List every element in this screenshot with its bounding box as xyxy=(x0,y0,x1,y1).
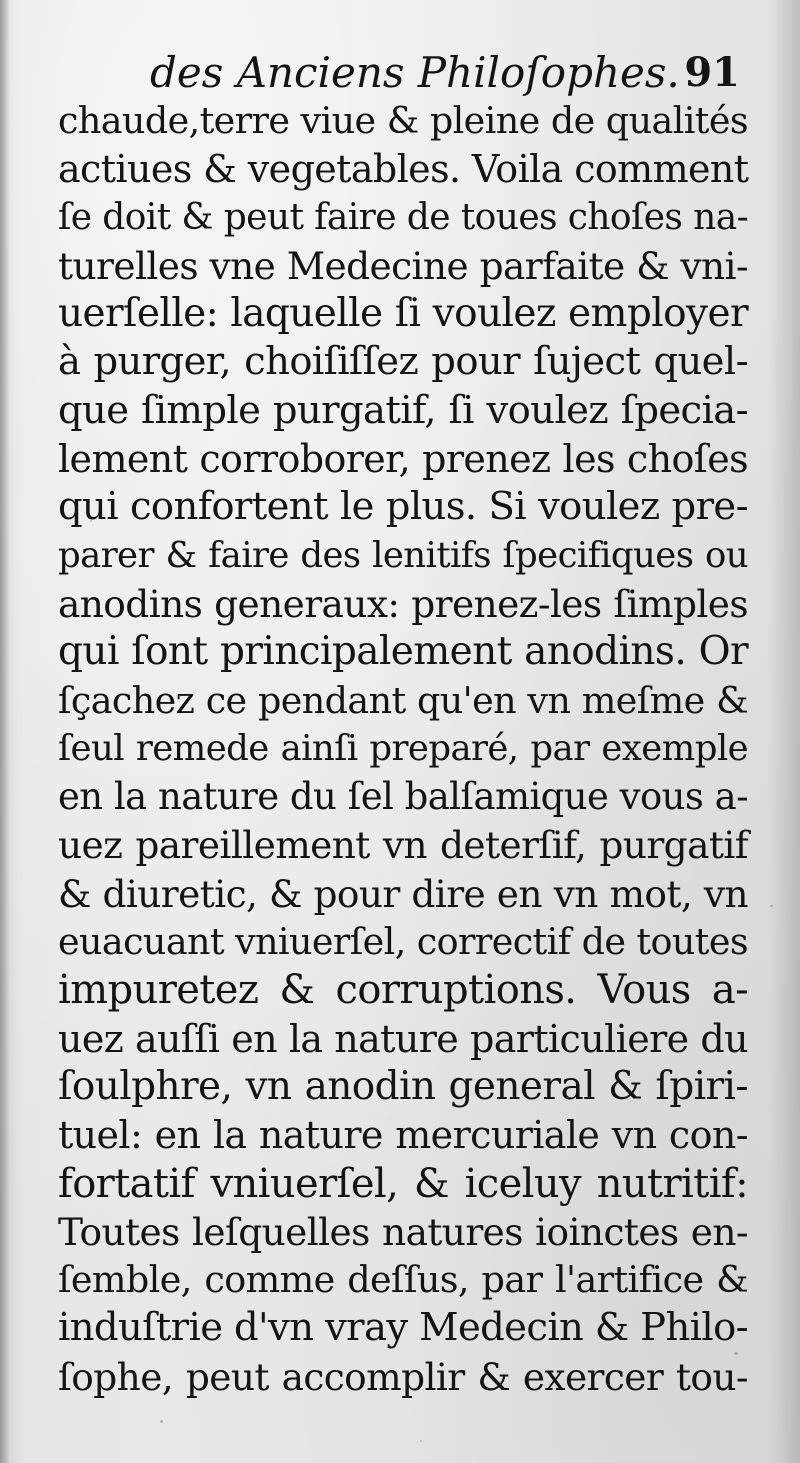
text-line: impuretez & corruptions. Vous a- xyxy=(58,967,748,1014)
text-line: ſe doit & peut faire de toues choſes na- xyxy=(58,196,749,238)
page-number: 91 xyxy=(684,49,740,96)
text-line: Toutes leſquelles natures ioinctes en- xyxy=(58,1209,748,1254)
text-line: ſophe, peut accomplir & exercer tou- xyxy=(58,1354,748,1399)
text-line: actiues & vegetables. Voila comment xyxy=(58,147,749,192)
text-line: ſemble, comme deſſus, par l'artifice & xyxy=(58,1258,748,1302)
text-line: parer & faire des lenitifs ſpecifiques ou xyxy=(58,534,748,576)
text-line: que ſimple purgatif, ſi voulez ſpecia- xyxy=(58,387,748,433)
text-line: qui ſont principalement anodins. Or xyxy=(58,629,748,675)
text-line: fortatif vniuerſel, & iceluy nutritif: xyxy=(58,1160,748,1207)
text-line: turelles vne Medecine parfaite & vni- xyxy=(58,243,748,288)
text-line: qui confortent le plus. Si voulez pre- xyxy=(58,484,748,530)
text-line: induſtrie d'vn vray Medecin & Philo- xyxy=(58,1305,749,1351)
text-line: en la nature du ſel balſamique vous a- xyxy=(58,775,748,819)
text-line: & diuretic, & pour dire en vn mot, vn xyxy=(58,871,748,916)
text-line: ſçachez ce pendant qu'en vn meſme & xyxy=(58,678,748,722)
text-line: tuel: en la nature mercuriale vn con- xyxy=(58,1113,748,1158)
text-line: euacuant vniuerſel, correctif de toutes xyxy=(58,920,748,964)
text-line: ſoulphre, vn anodin general & ſpiri- xyxy=(58,1063,748,1109)
text-line: à purger, choiſiſſez pour ſuject quel- xyxy=(58,339,748,385)
running-head-title: des Anciens Philoſophes. xyxy=(150,48,680,97)
text-line: uerſelle: laquelle ſi voulez employer xyxy=(58,291,748,337)
text-line: uez pareillement vn deterſif, purgatif xyxy=(58,823,748,868)
text-line: chaude,terre viue & pleine de qualités xyxy=(58,99,748,142)
text-line: ſeul remede ainſi preparé, par exemple xyxy=(58,727,748,769)
body-text xyxy=(58,97,748,1401)
text-line: lement corroborer, prenez les choſes xyxy=(58,437,748,482)
text-line: uez auſſi en la nature particuliere du xyxy=(58,1016,748,1061)
text-line: anodins generaux: prenez-les ſimples xyxy=(58,581,748,626)
